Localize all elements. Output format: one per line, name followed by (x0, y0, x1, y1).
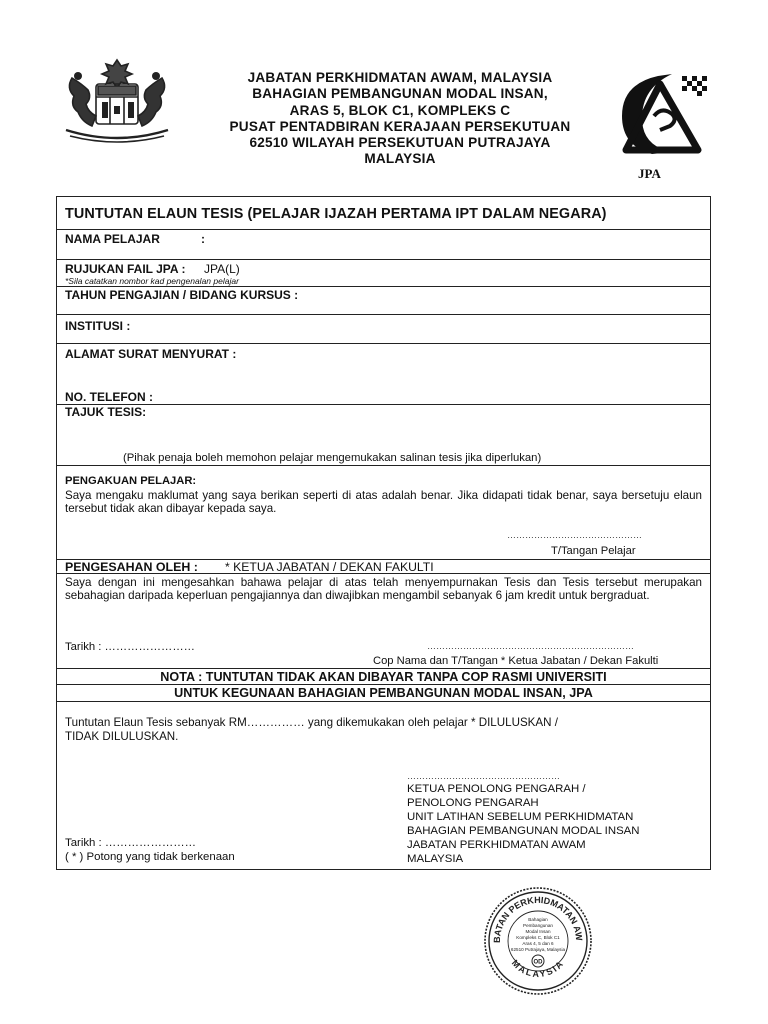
pengesahan-subtitle: * KETUA JABATAN / DEKAN FAKULTI (225, 560, 434, 574)
kegunaan-jpa-heading: UNTUK KEGUNAAN BAHAGIAN PEMBANGUNAN MODAL INSAN, JPA (174, 686, 593, 700)
stamp-inner-line: Pembangunan (523, 923, 553, 928)
stamp-inner-line: Aras 4, 5 dan 6 (522, 941, 554, 946)
stamp-ring-bottom: MALAYSIA (509, 957, 567, 980)
tarikh-pengesahan: Tarikh : …………………… (65, 641, 195, 653)
form-title: TUNTUTAN ELAUN TESIS (PELAJAR IJAZAH PERTAMA IPT DALAM NEGARA) (65, 206, 607, 222)
stamp-center-mark: OD (533, 959, 543, 966)
tahun-pengajian-label: TAHUN PENGAJIAN / BIDANG KURSUS : (65, 288, 299, 302)
pengakuan-text: Saya mengaku maklumat yang saya berikan seperti di atas adalah benar. Jika didapati tidak benar, saya bersetuju elaun tersebut tidak akan dibayar kepada saya. (65, 489, 702, 515)
officer-line: MALAYSIA (407, 853, 464, 865)
stamp-inner-line: Kompleks C, Blok C1 (516, 935, 560, 940)
header-line: 62510 WILAYAH PERSEKUTUAN PUTRAJAYA (249, 135, 551, 151)
pelajar-signature-label: T/Tangan Pelajar (551, 545, 636, 557)
agency-address-header (190, 70, 610, 168)
rujukan-fail-value: JPA(L) (204, 262, 240, 276)
header-line: BAHAGIAN PEMBANGUNAN MODAL INSAN, (252, 86, 548, 102)
claim-form (56, 196, 711, 870)
tajuk-tesis-label: TAJUK TESIS: (65, 405, 147, 419)
cop-signature-dots: …………………………………………………………… (427, 641, 634, 651)
officer-line: KETUA PENOLONG PENGARAH / (407, 783, 586, 795)
header-line: PUSAT PENTADBIRAN KERAJAAN PERSEKUTUAN (229, 118, 571, 134)
institusi-label: INSTITUSI : (65, 319, 131, 333)
pengesahan-text: Saya dengan ini mengesahkan bahawa pelajar di atas telah menyempurnakan Tesis dan Tesis tersebut merupakan sebahagian daripada keperluan pengajiannya dan diwajibkan mengambil sebanyak 6 jam kredit untuk bergraduat. (65, 576, 702, 602)
nama-pelajar-label: NAMA PELAJAR (65, 232, 160, 246)
tesis-note: (Pihak penaja boleh memohon pelajar mengemukakan salinan tesis jika diperlukan) (123, 452, 542, 464)
officer-line: UNIT LATIHAN SEBELUM PERKHIDMATAN (407, 811, 634, 823)
officer-signature-dots: …………………………………………… (407, 771, 560, 781)
stamp-inner-line: Modal Insan (525, 929, 551, 934)
pelajar-signature-dots: ……………………………………… (507, 530, 642, 540)
potong-note: ( * ) Potong yang tidak berkenaan (65, 851, 235, 863)
rujukan-note: *Sila catatkan nombor kad pengenalan pelajar (65, 276, 239, 286)
stamp-inner-line: Bahagian (528, 917, 548, 922)
officer-line: PENOLONG PENGARAH (407, 797, 539, 809)
stamp-ring-top: BATAN PERKHIDMATAN AW (491, 894, 585, 944)
nama-pelajar-colon: : (201, 232, 205, 246)
header-line: JABATAN PERKHIDMATAN AWAM, MALAYSIA (247, 70, 553, 85)
telefon-label: NO. TELEFON : (65, 390, 153, 404)
pengakuan-title: PENGAKUAN PELAJAR: (65, 475, 197, 487)
jpa-logo-caption: JPA (638, 166, 661, 181)
kelulusan-line-2: TIDAK DILULUSKAN. (65, 730, 179, 743)
officer-line: BAHAGIAN PEMBANGUNAN MODAL INSAN (407, 825, 640, 837)
header-line: MALAYSIA (364, 151, 436, 167)
official-stamp (482, 885, 594, 997)
officer-line: JABATAN PERKHIDMATAN AWAM (407, 839, 586, 851)
tarikh-kelulusan: Tarikh : …………………… (65, 837, 197, 849)
rujukan-fail-label: RUJUKAN FAIL JPA : (65, 262, 186, 276)
jpa-logo (612, 66, 712, 162)
alamat-label: ALAMAT SURAT MENYURAT : (65, 347, 237, 361)
nota-warning: NOTA : TUNTUTAN TIDAK AKAN DIBAYAR TANPA COP RASMI UNIVERSITI (160, 670, 607, 684)
kelulusan-line-1: Tuntutan Elaun Tesis sebanyak RM…………… yang dikemukakan oleh pelajar * DILULUSKAN / (65, 716, 558, 729)
header-line: ARAS 5, BLOK C1, KOMPLEKS C (289, 102, 511, 118)
coat-of-arms-logo (58, 56, 176, 146)
pengesahan-title: PENGESAHAN OLEH : (65, 560, 198, 574)
cop-signature-label: Cop Nama dan T/Tangan * Ketua Jabatan / Dekan Fakulti (373, 655, 659, 667)
stamp-inner-line: 62510 Putrajaya, Malaysia (510, 947, 566, 952)
